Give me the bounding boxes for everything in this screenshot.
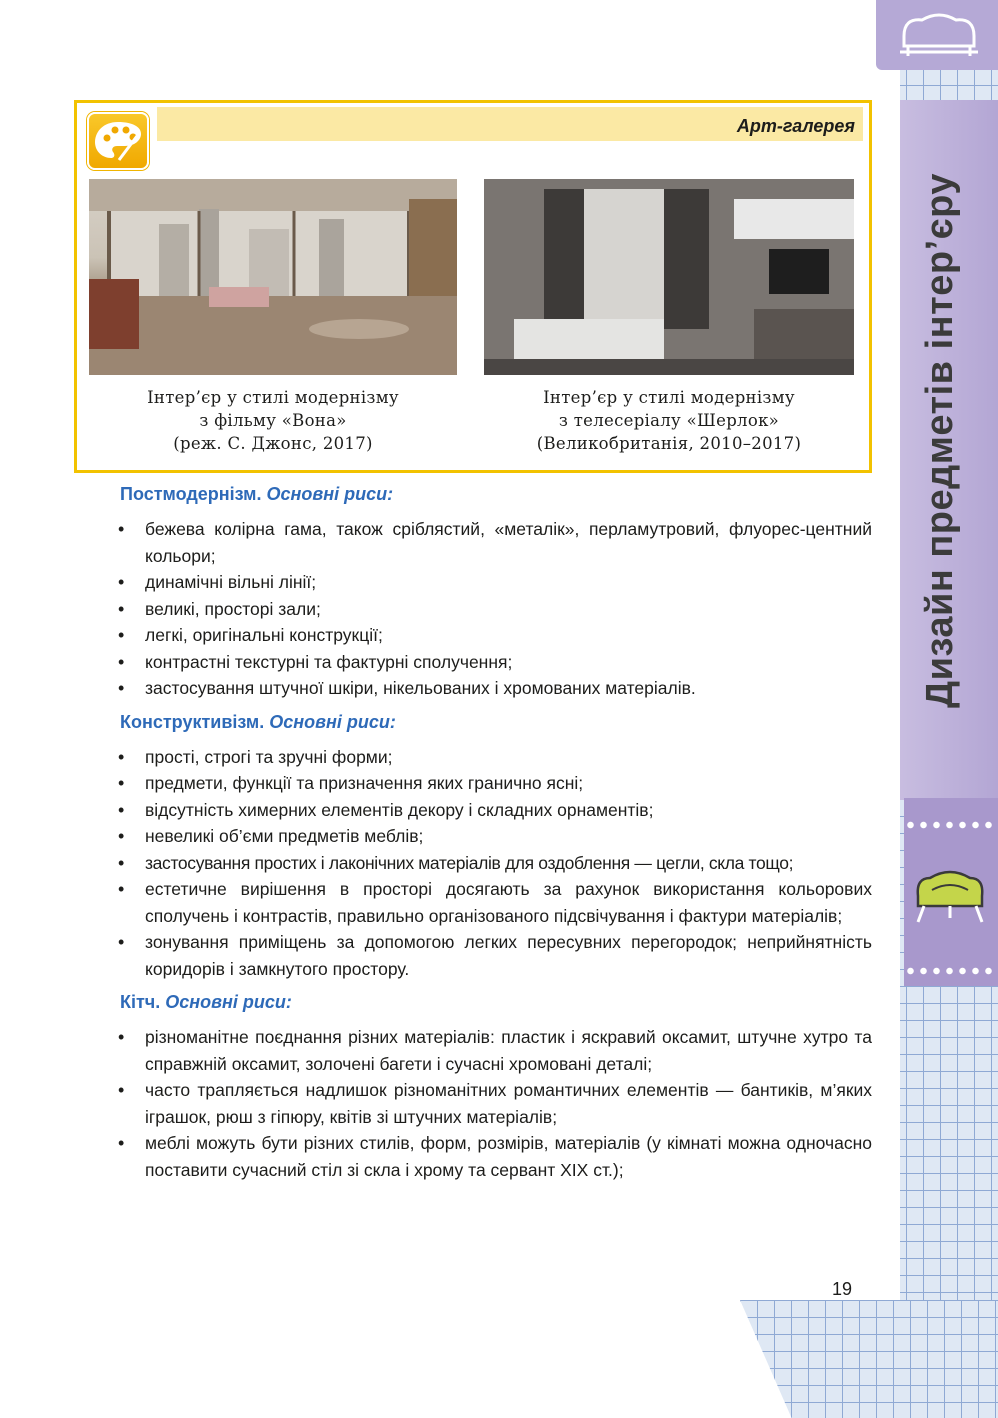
list-item: • відсутність химерних елементів декору і складних орнаментів;	[118, 797, 872, 824]
bullet-list	[118, 744, 872, 983]
photo-caption: Інтер’єр у стилі модернізму з телесеріалу «Шерлок» (Великобританія, 2010–2017)	[536, 388, 802, 453]
list-item: • різноманітне поєднання різних матеріалів: пластик і яскравий оксамит, штучне хутро та справжній оксамит, золочені багети і сучасні хромовані деталі;	[118, 1024, 872, 1077]
bullet-list	[118, 1024, 872, 1183]
sofa-icon	[894, 6, 984, 66]
dots-decoration	[904, 818, 998, 832]
section-title-constructivism: Конструктивізм. Основні риси:	[120, 711, 396, 732]
list-item: • великі, просторі зали;	[118, 596, 872, 623]
list-item: • предмети, функції та призначення яких гранично ясні;	[118, 770, 872, 797]
list-item: • застосування штучної шкіри, нікельованих і хромованих матеріалів.	[118, 675, 872, 702]
list-item: • меблі можуть бути різних стилів, форм, розмірів, матеріалів (у кімнаті можна одночасно поставити сучасний стіл зі скла і хрому та сервант XIX ст.);	[118, 1130, 872, 1183]
list-item: • бежева колірна гама, також сріблястий, «металік», перламутровий, флуорес-центний кольори;	[118, 516, 872, 569]
list-item: • легкі, оригінальні конструкції;	[118, 622, 872, 649]
main-content	[118, 484, 872, 1193]
armchair-icon	[910, 856, 990, 936]
interior-photo-her	[89, 179, 457, 375]
list-item: • застосування простих і лаконічних матеріалів для оздоблення — цегли, скла тощо;	[118, 850, 872, 877]
list-item: • зонування приміщень за допомогою легких пересувних перегородок; неприйнятність коридорів і замкнутого простору.	[118, 929, 872, 982]
list-item: • часто трапляється надлишок різноманітних романтичних елементів — бантиків, м’яких іграшок, рюш з гіпюру, квітів зі штучних матеріалів;	[118, 1077, 872, 1130]
interior-photo-sherlock	[484, 179, 854, 375]
dots-decoration	[904, 964, 998, 978]
list-item: • естетичне вирішення в просторі досягають за рахунок використання кольорових сполучень і контрастів, правильно організованого підсвічування і фактури матеріалів;	[118, 876, 872, 929]
list-item: • динамічні вільні лінії;	[118, 569, 872, 596]
art-gallery-box	[74, 100, 872, 473]
bullet-list	[118, 516, 872, 702]
grid-paper-decoration-bottom	[740, 1300, 998, 1418]
side-top-block	[876, 0, 998, 70]
section-title-kitsch: Кітч. Основні риси:	[120, 992, 292, 1012]
gallery-header-bar	[157, 107, 863, 141]
palette-icon	[87, 112, 149, 170]
list-item: • прості, строгі та зручні форми;	[118, 744, 872, 771]
section-title-postmodernism: Постмодернізм. Основні риси:	[120, 484, 394, 504]
side-title: Дизайн предметів інтер’єру	[918, 172, 961, 708]
photo-caption: Інтер’єр у стилі модернізму з фільму «Вона» (реж. С. Джонс, 2017)	[147, 388, 399, 453]
gallery-title: Арт-галерея	[736, 116, 855, 136]
list-item: • контрастні текстурні та фактурні сполучення;	[118, 649, 872, 676]
list-item: • невеликі об’єми предметів меблів;	[118, 823, 872, 850]
page-number: 19	[832, 1279, 853, 1299]
